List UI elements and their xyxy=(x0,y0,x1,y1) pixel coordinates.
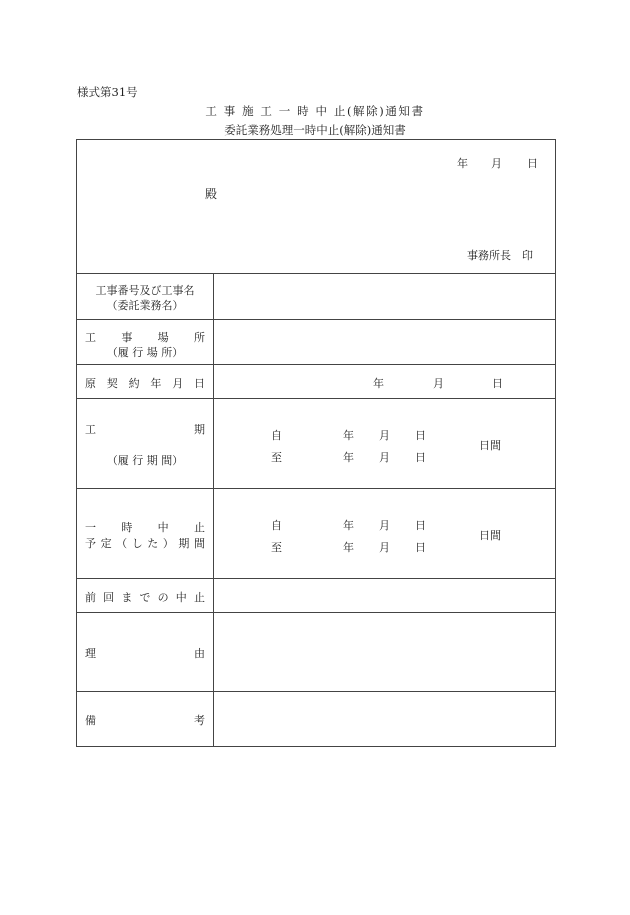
row-divider xyxy=(77,488,555,489)
date-month: 月 xyxy=(491,157,502,170)
period-days: 日間 xyxy=(479,439,501,452)
suspension-sub-label-char: （ xyxy=(116,537,128,550)
previous-suspension-label xyxy=(85,589,205,605)
period-to: 至 xyxy=(271,451,282,464)
row-divider xyxy=(77,319,555,320)
project-label: 工事番号及び工事名 xyxy=(95,284,195,297)
period-from: 自 xyxy=(271,429,282,442)
project-sub-label: （委託業務名） xyxy=(106,299,184,312)
form-number: 様式第31号 xyxy=(77,85,138,99)
suspension-to-day: 日 xyxy=(415,541,426,554)
document-title-consignment: 委託業務処理一時中止(解除)通知書 xyxy=(224,123,406,137)
contract-date-label-char: 日 xyxy=(193,377,205,390)
suspension-sub-label-char: 予 xyxy=(85,537,96,550)
remarks-label xyxy=(85,712,205,728)
previous-label-char: 止 xyxy=(193,591,205,604)
column-divider xyxy=(213,273,214,746)
period-from-day: 日 xyxy=(415,429,426,442)
contract-date-label-char: 契 xyxy=(106,377,118,390)
period-to-year: 年 xyxy=(343,451,354,464)
row-divider xyxy=(77,578,555,579)
row-divider xyxy=(77,273,555,274)
suspension-sub-label xyxy=(85,535,205,551)
contract-date-label xyxy=(85,375,205,391)
suspension-days: 日間 xyxy=(479,529,501,542)
suspension-to: 至 xyxy=(271,541,282,554)
suspension-label-char: 時 xyxy=(121,521,133,534)
suspension-label-char: 中 xyxy=(157,521,169,534)
location-label xyxy=(85,329,205,345)
location-label-char: 場 xyxy=(157,331,169,344)
location-label-char: 事 xyxy=(121,331,133,344)
location-sub-label: （履 行 場 所） xyxy=(106,346,184,359)
reason-label-char: 由 xyxy=(194,647,205,660)
period-from-month: 月 xyxy=(379,429,390,442)
suspension-label-char: 止 xyxy=(193,521,205,534)
previous-label-char: の xyxy=(157,591,169,604)
row-divider xyxy=(77,398,555,399)
previous-label-char: 回 xyxy=(103,591,115,604)
addressee-honorific: 殿 xyxy=(205,187,218,201)
previous-label-char: 前 xyxy=(85,591,96,604)
notice-form xyxy=(76,139,556,747)
period-label-char: 工 xyxy=(85,423,96,436)
contract-date-label-char: 約 xyxy=(128,377,140,390)
row-divider xyxy=(77,612,555,613)
reason-label xyxy=(85,645,205,661)
previous-label-char: ま xyxy=(121,591,133,604)
suspension-label xyxy=(85,519,205,535)
suspension-sub-label-char: 間 xyxy=(193,537,205,550)
contract-date-month: 月 xyxy=(433,377,444,390)
suspension-from-year: 年 xyxy=(343,519,354,532)
document-title-construction: 工 事 施 工 一 時 中 止(解除)通知書 xyxy=(205,104,425,118)
suspension-sub-label-char: た xyxy=(147,537,159,550)
contract-date-label-char: 月 xyxy=(172,377,184,390)
contract-date-label-char: 年 xyxy=(150,377,162,390)
contract-date-day: 日 xyxy=(492,377,503,390)
previous-label-char: で xyxy=(139,591,151,604)
suspension-label-char: 一 xyxy=(85,521,96,534)
date-day: 日 xyxy=(527,157,538,170)
date-year: 年 xyxy=(457,157,468,170)
period-from-year: 年 xyxy=(343,429,354,442)
period-to-month: 月 xyxy=(379,451,390,464)
period-to-day: 日 xyxy=(415,451,426,464)
sender-office-head: 事務所長 印 xyxy=(467,249,533,262)
suspension-to-year: 年 xyxy=(343,541,354,554)
remarks-label-char: 考 xyxy=(194,714,205,727)
previous-label-char: 中 xyxy=(175,591,187,604)
suspension-sub-label-char: ） xyxy=(162,537,174,550)
period-label xyxy=(85,421,205,437)
suspension-from-month: 月 xyxy=(379,519,390,532)
suspension-from: 自 xyxy=(271,519,282,532)
suspension-to-month: 月 xyxy=(379,541,390,554)
remarks-label-char: 備 xyxy=(85,714,96,727)
row-divider xyxy=(77,691,555,692)
period-label-char: 期 xyxy=(194,423,205,436)
suspension-sub-label-char: 期 xyxy=(178,537,190,550)
suspension-sub-label-char: し xyxy=(131,537,143,550)
reason-label-char: 理 xyxy=(85,647,96,660)
contract-date-year: 年 xyxy=(373,377,384,390)
suspension-from-day: 日 xyxy=(415,519,426,532)
period-sub-label: （履 行 期 間） xyxy=(106,454,184,467)
location-label-char: 工 xyxy=(85,331,96,344)
suspension-sub-label-char: 定 xyxy=(100,537,112,550)
contract-date-label-char: 原 xyxy=(85,377,96,390)
row-divider xyxy=(77,364,555,365)
location-label-char: 所 xyxy=(193,331,205,344)
